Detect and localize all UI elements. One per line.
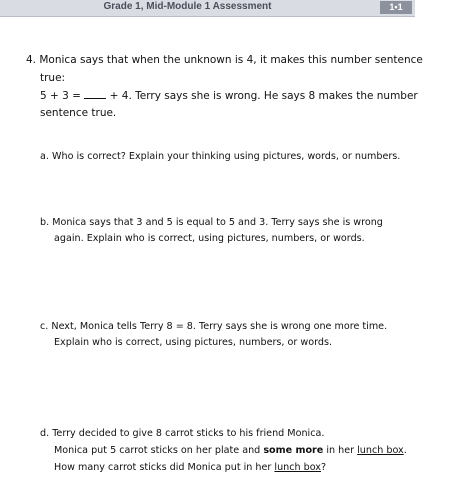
part-c-text: Next, Monica tells Terry 8 = 8. Terry says she is wrong one more time. <box>51 321 388 332</box>
equation-blank <box>84 89 106 99</box>
part-d-letter: d. <box>40 428 50 439</box>
part-d-line-1 <box>40 427 324 441</box>
equation-left: 5 + 3 = <box>40 90 81 102</box>
part-b-text: Monica says that 3 and 5 is equal to 5 and 3. Terry says she is wrong <box>52 217 383 228</box>
lunch-box-underlined-2: lunch box <box>274 462 321 473</box>
part-c-line-2: Explain who is correct, using pictures, numbers, or words. <box>54 337 333 348</box>
part-d-line-3-text-c: ? <box>320 462 327 473</box>
page-header <box>0 0 415 17</box>
part-d-line-3-text-a: How many carrot sticks did Monica put in her <box>54 462 275 473</box>
part-b-line-1 <box>40 216 383 230</box>
problem-intro-line-4: sentence true. <box>40 107 117 119</box>
part-d-line-2-text-b: in her <box>323 445 358 456</box>
part-d-line-2-text-a: Monica put 5 carrot sticks on her plate and <box>54 445 264 456</box>
emphasis-some-more: some more <box>263 445 324 456</box>
part-a-line-1 <box>40 150 400 164</box>
part-a-text: Who is correct? Explain your thinking using pictures, words, or numbers. <box>52 151 401 162</box>
problem-intro-line-1 <box>26 53 423 67</box>
problem-number: 4. <box>26 54 37 66</box>
part-d-line-2-text-c: . <box>403 445 407 456</box>
lunch-box-underlined: lunch box <box>357 445 404 456</box>
part-b-line-2: again. Explain who is correct, using pictures, numbers, or words. <box>54 233 365 244</box>
part-c-letter: c. <box>40 321 49 332</box>
equation-right: + 4. Terry says she is wrong. He says 8 makes the number <box>109 90 418 102</box>
header-title: Grade 1, Mid-Module 1 Assessment <box>103 1 272 12</box>
part-d-text: Terry decided to give 8 carrot sticks to his friend Monica. <box>52 428 325 439</box>
problem-intro-text: Monica says that when the unknown is 4, it makes this number sentence <box>39 54 423 66</box>
part-b-letter: b. <box>40 217 50 228</box>
part-c-line-1 <box>40 320 387 334</box>
problem-intro-line-2: true: <box>40 72 66 84</box>
part-d-line-2 <box>54 444 407 458</box>
part-d-line-3 <box>54 461 326 475</box>
part-a-letter: a. <box>40 151 49 162</box>
problem-equation-line <box>40 89 418 103</box>
module-badge: 1•1 <box>380 1 412 14</box>
